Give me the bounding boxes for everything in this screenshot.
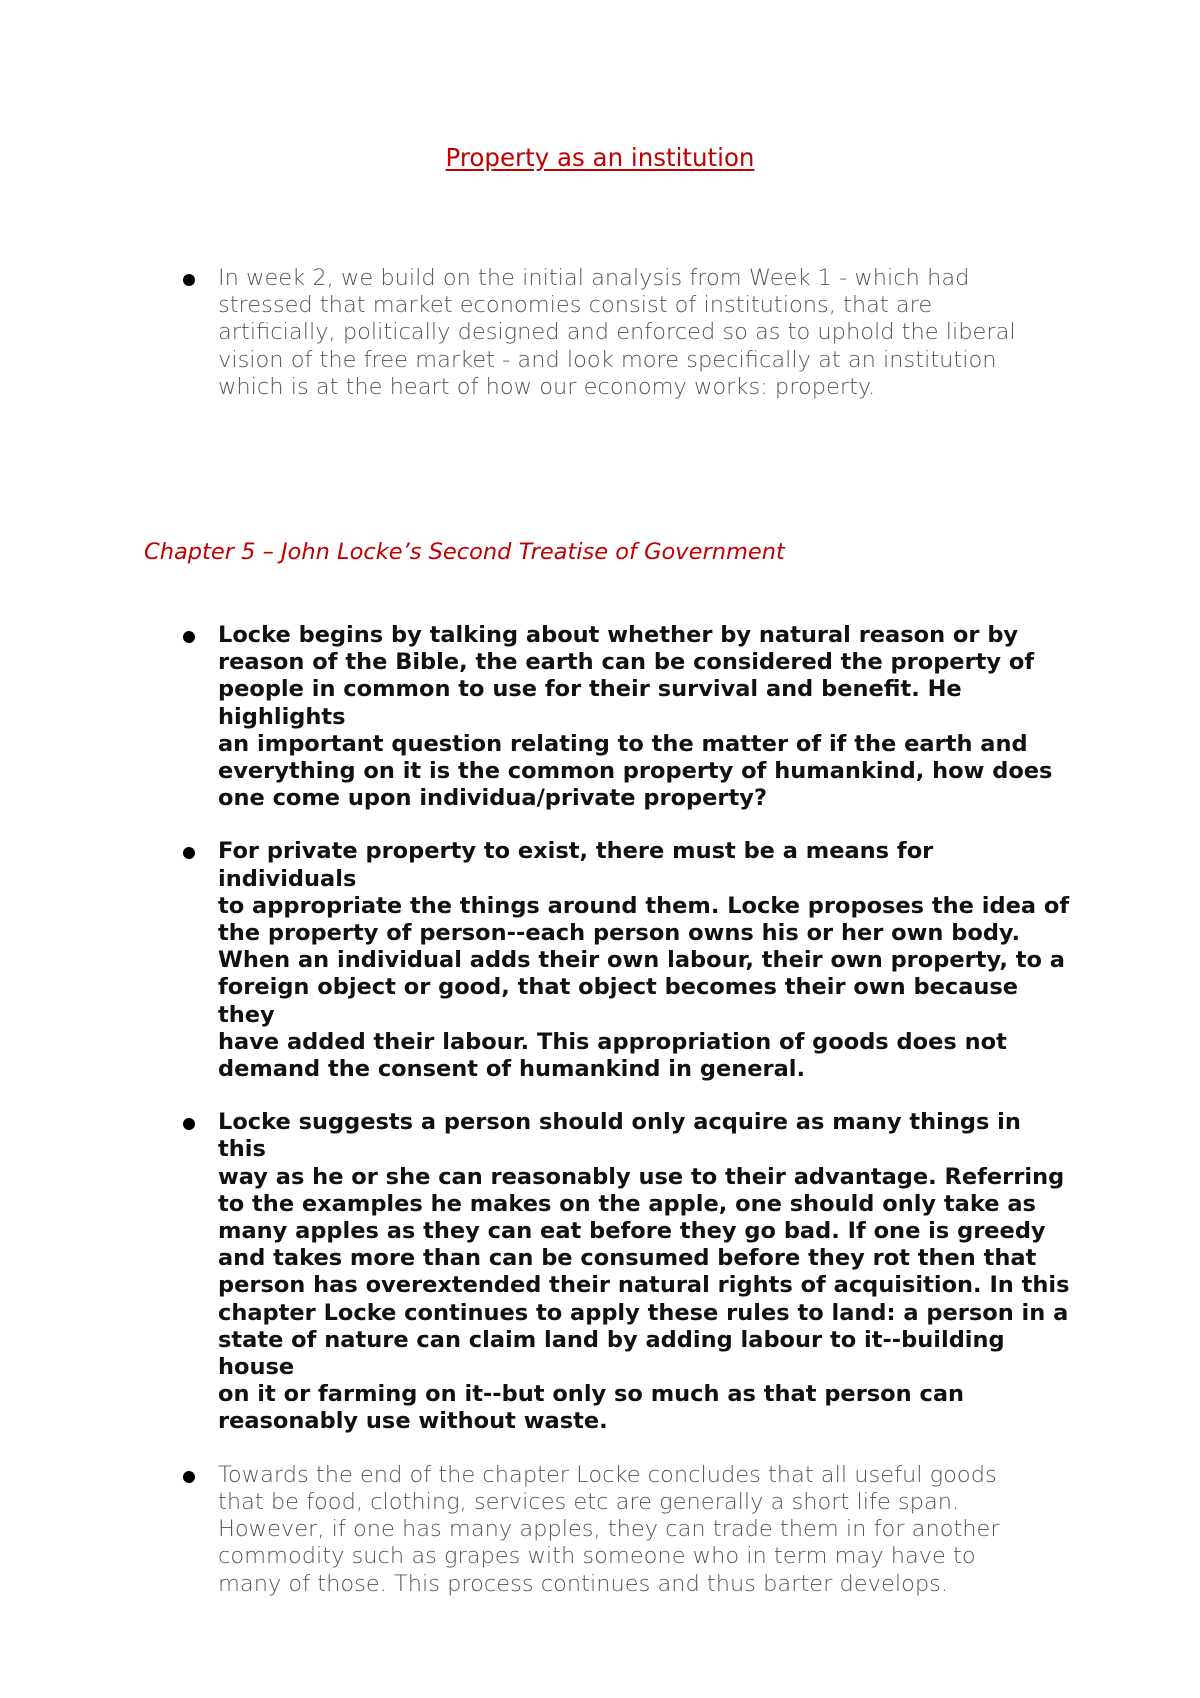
list-item (0, 838, 1200, 1083)
bullet-icon (183, 1118, 195, 1130)
intro-bullet-list (0, 265, 1200, 401)
bullet-text: Locke begins by talking about whether by natural reason or by reason of the Bible, the earth can be considered the property of people in common to use for their survival and benefit. He highlights an important question relating to the matter of if the earth and everything on it is the common property of humankind, how does one come upon individua/private property? (218, 622, 1053, 812)
bullet-text: In week 2, we build on the initial analysis from Week 1 - which had stressed that market economies consist of institutions, that are artificially, politically designed and enforced so as to uphold the liberal vision of the free market - and look more specifically at an institution which is at the heart of how our economy works: property. (218, 265, 1016, 400)
list-item (0, 1109, 1200, 1435)
bullet-text: For private property to exist, there must be a means for individuals to appropriate the things around them. Locke proposes the idea of the property of person--each person owns his or her own body. When an individual adds their own labour, their own property, to a foreign object or good, that object becomes their own because they have added their labour. This appropriation of goods does not demand the consent of humankind in general. (218, 838, 1070, 1083)
bullet-text: Towards the end of the chapter Locke concludes that all useful goods that be food, clothing, services etc are generally a short life span. However, if one has many apples, they can trade them in for another commodity such as grapes with someone who in term may have to many of those. This process continues and thus barter develops. (218, 1461, 1000, 1597)
bullet-icon (183, 847, 195, 859)
bullet-icon (183, 1471, 195, 1483)
bullet-text: Locke suggests a person should only acquire as many things in this way as he or she can reasonably use to their advantage. Referring to the examples he makes on the apple, one should only take as many apples as they can eat before they go bad. If one is greedy and takes more than can be consumed before they rot then that person has overextended their natural rights of acquisition. In this chapter Locke continues to apply these rules to land: a person in a state of nature can claim land by adding labour to it--building house on it or farming on it--but only so much as that person can reasonably use without waste. (218, 1109, 1070, 1435)
list-item (0, 265, 1200, 401)
chapter-bullet-list (0, 622, 1200, 1598)
list-item (0, 1462, 1200, 1598)
list-item (0, 622, 1200, 812)
bullet-icon (183, 274, 195, 286)
bullet-icon (183, 631, 195, 643)
chapter-heading: Chapter 5 – John Locke’s Second Treatise of Government (144, 539, 785, 565)
page-title: Property as an institution (445, 143, 755, 172)
